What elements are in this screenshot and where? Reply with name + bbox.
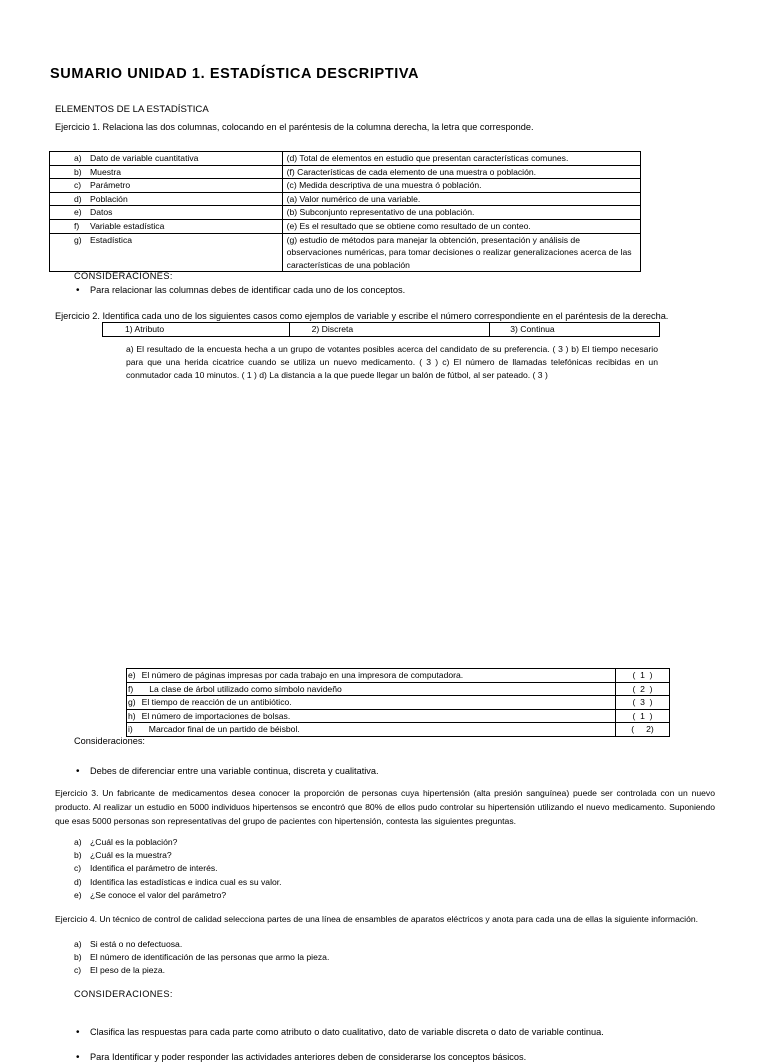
- case-text: La clase de árbol utilizado como símbolo navideño: [149, 683, 342, 694]
- list-item: [74, 964, 329, 977]
- item-letter: a): [74, 153, 82, 163]
- table-row: [127, 682, 670, 696]
- list-item: [74, 836, 282, 849]
- table-row: [50, 152, 641, 166]
- item-marker: a): [74, 939, 82, 949]
- case-letter: g): [128, 697, 136, 708]
- table-row: [127, 669, 670, 683]
- case-text: Marcador final de un partido de béisbol.: [148, 724, 300, 735]
- exercise-4-consideration: • Clasifica las respuestas para cada parte como atributo o dato cualitativo, dato de variable discreta o dato de variable continua.: [50, 1026, 768, 1039]
- case-text: El número de importaciones de bolsas.: [141, 710, 291, 721]
- case-letter: e): [128, 670, 136, 680]
- item-letter: c): [74, 180, 82, 191]
- exercise-4-considerations-label: CONSIDERACIONES:: [74, 989, 173, 999]
- right-definition: (c) Medida descriptiva de una muestra ó población.: [282, 179, 640, 193]
- item-marker: a): [74, 837, 82, 847]
- right-definition: (b) Subconjunto representativo de una población.: [282, 206, 640, 220]
- list-item: [74, 862, 282, 875]
- case-answer: ( 2 ): [616, 682, 670, 696]
- right-definition: (a) Valor numérico de una variable.: [282, 192, 640, 206]
- exercise-1-instruction: Ejercicio 1. Relaciona las dos columnas, colocando en el paréntesis de la columna derecha, la letra que corresponde.: [55, 122, 534, 132]
- item-marker: d): [74, 876, 82, 887]
- case-cell: [127, 669, 616, 683]
- table-row: [50, 233, 641, 272]
- item-text: ¿Se conoce el valor del parámetro?: [90, 889, 227, 900]
- item-text: El peso de la pieza.: [90, 965, 166, 976]
- case-cell: [127, 709, 616, 723]
- exercise-1-consideration: • Para relacionar las columnas debes de identificar cada uno de los conceptos.: [50, 284, 768, 297]
- section-heading: ELEMENTOS DE LA ESTADÍSTICA: [55, 104, 209, 115]
- list-item: [74, 951, 329, 964]
- item-text: El número de identificación de las personas que armo la pieza.: [90, 952, 330, 963]
- item-marker: c): [74, 863, 82, 874]
- list-item: [74, 938, 329, 951]
- right-definition: (g) estudio de métodos para manejar la obtención, presentación y análisis de observaciones numéricas, para tomar decisiones o realizar generalizaciones acerca de las características de una población: [282, 233, 640, 272]
- exercise-2-paragraph: a) El resultado de la encuesta hecha a un grupo de votantes posibles acerca del candidato de su preferencia. ( 3 ) b) El tiempo necesario para que una herida cicatrice cuando se utiliza un nuevo medicamento. ( 3 ) c) El número de llamadas telefónicas recibidas en un conmutador cada 10 minutos. ( 1 ) d) La distancia a la que puede llegar un balón de fútbol, al ser pateado. ( 3 ): [126, 344, 658, 380]
- case-letter: h): [128, 710, 136, 721]
- item-marker: b): [74, 850, 82, 861]
- item-marker: c): [74, 965, 82, 976]
- option-continua: 3) Continua: [490, 323, 660, 337]
- exercise-1-table: [49, 151, 641, 272]
- exercise-2-consideration: • Debes de diferenciar entre una variable continua, discreta y cualitativa.: [50, 765, 768, 778]
- item-letter: g): [74, 234, 82, 245]
- item-text: Si está o no defectuosa.: [90, 939, 183, 949]
- item-letter: d): [74, 193, 82, 204]
- exercise-4-items: [74, 938, 329, 978]
- left-column-cell: [50, 192, 283, 206]
- exercise-2-answer-table: [126, 668, 670, 737]
- item-text: ¿Cuál es la muestra?: [90, 850, 172, 861]
- item-letter: e): [74, 207, 82, 218]
- case-text: El tiempo de reacción de un antibiótico.: [141, 697, 292, 708]
- list-item: [74, 849, 282, 862]
- page-title: SUMARIO UNIDAD 1. ESTADÍSTICA DESCRIPTIVA: [50, 66, 420, 82]
- table-row: [127, 696, 670, 710]
- option-discreta: 2) Discreta: [289, 323, 490, 337]
- left-concept: Estadística: [90, 234, 133, 245]
- table-row: [50, 219, 641, 233]
- left-concept: Parámetro: [90, 180, 131, 191]
- exercise-3-paragraph: Ejercicio 3. Un fabricante de medicamentos desea conocer la proporción de personas cuya hipertensión (alta presión sanguínea) puede ser controlada con un nuevo producto. Al realizar un estudio en 5000 individuos hipertensos se encontró que 80% de ellos pudo controlar su hipertensión utilizando el nuevo medicamento. Suponiendo que esas 5000 personas son representativas del grupo de pacientes con hipertensión, contesta las siguientes preguntas.: [55, 788, 715, 826]
- left-column-cell: [50, 206, 283, 220]
- item-marker: b): [74, 952, 82, 963]
- table-row: [50, 206, 641, 220]
- left-concept: Muestra: [90, 166, 122, 177]
- item-text: Identifica las estadísticas e indica cual es su valor.: [90, 876, 282, 887]
- list-item: [74, 889, 282, 902]
- exercise-4-consideration: • Para Identificar y poder responder las actividades anteriores deben de considerarse los conceptos básicos.: [50, 1051, 768, 1064]
- case-answer: ( 2): [616, 723, 670, 737]
- left-column-cell: [50, 165, 283, 179]
- case-answer: ( 1 ): [616, 669, 670, 683]
- table-row: [127, 723, 670, 737]
- right-definition: (f) Características de cada elemento de una muestra o población.: [282, 165, 640, 179]
- table-row: [127, 709, 670, 723]
- case-letter: i): [128, 724, 133, 735]
- case-answer: ( 3 ): [616, 696, 670, 710]
- left-concept: Dato de variable cuantitativa: [90, 153, 199, 163]
- item-letter: b): [74, 166, 82, 177]
- exercise-1-considerations-label: CONSIDERACIONES:: [74, 271, 173, 281]
- left-column-cell: [50, 152, 283, 166]
- exercise-4-paragraph: Ejercicio 4. Un técnico de control de calidad selecciona partes de una línea de ensambles de aparatos eléctricos y anota para cada una de ellas la siguiente información.: [55, 914, 699, 924]
- left-concept: Datos: [90, 207, 113, 218]
- case-cell: [127, 723, 616, 737]
- exercise-3-questions: [74, 836, 282, 902]
- item-text: Identifica el parámetro de interés.: [90, 863, 218, 874]
- left-column-cell: [50, 219, 283, 233]
- left-column-cell: [50, 233, 283, 272]
- case-cell: [127, 696, 616, 710]
- exercise-2-instruction: Ejercicio 2. Identifica cada uno de los siguientes casos como ejemplos de variable y escribe el número correspondiente en el paréntesis de la derecha.: [55, 311, 669, 321]
- variable-types-table: [102, 322, 660, 337]
- table-row: [50, 165, 641, 179]
- right-definition: (d) Total de elementos en estudio que presentan características comunes.: [282, 152, 640, 166]
- case-cell: [127, 682, 616, 696]
- case-letter: f): [128, 683, 134, 694]
- list-item: [74, 876, 282, 889]
- left-concept: Variable estadística: [90, 220, 165, 231]
- item-marker: e): [74, 889, 82, 900]
- table-row: [50, 192, 641, 206]
- table-row: [50, 179, 641, 193]
- left-column-cell: [50, 179, 283, 193]
- item-letter: f): [74, 220, 80, 231]
- left-concept: Población: [90, 193, 128, 204]
- right-definition: (e) Es el resultado que se obtiene como resultado de un conteo.: [282, 219, 640, 233]
- case-answer: ( 1 ): [616, 709, 670, 723]
- case-text: El número de páginas impresas por cada trabajo en una impresora de computadora.: [141, 670, 464, 680]
- exercise-2-considerations-label: Consideraciones:: [74, 736, 145, 746]
- option-atributo: 1) Atributo: [103, 323, 290, 337]
- item-text: ¿Cuál es la población?: [90, 837, 178, 847]
